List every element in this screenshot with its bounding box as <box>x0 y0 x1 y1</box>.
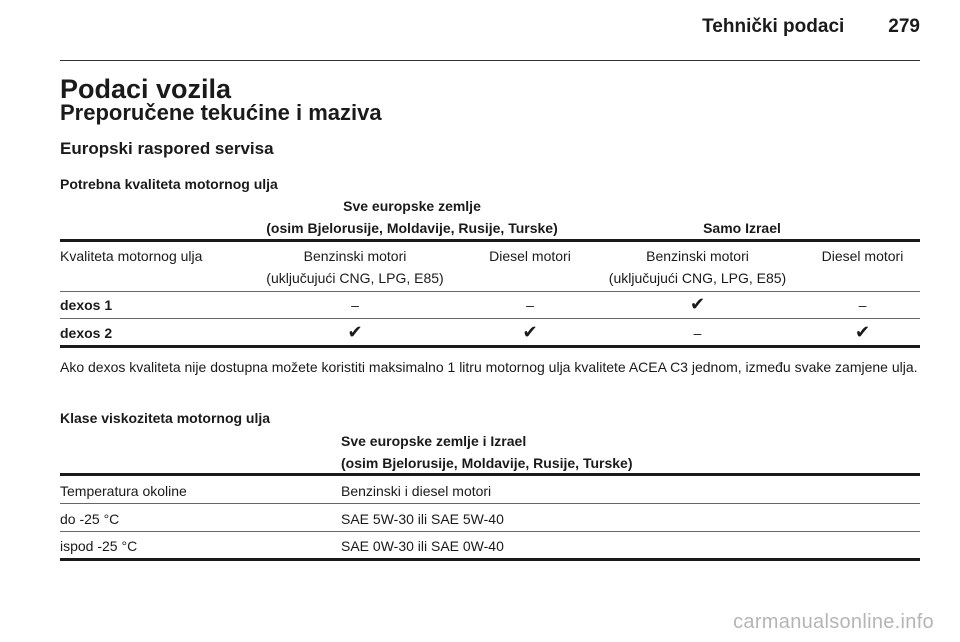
quality-row-header: Kvaliteta motornog ulja <box>60 248 203 264</box>
chapter-title: Podaci vozila <box>60 74 232 104</box>
quality-table-bottom-rule <box>60 345 920 348</box>
viscosity-row-rule <box>60 531 920 532</box>
note-paragraph: Ako dexos kvaliteta nije dostupna možete koristiti maksimalno 1 litru motornog ulja kvalitete ACEA C3 jednom, između svake zamjene ulja. <box>60 359 918 375</box>
quality-col3-line2: (uključujući CNG, LPG, E85) <box>608 270 787 286</box>
quality-cell: – <box>858 297 867 313</box>
viscosity-row-grade: SAE 5W-30 ili SAE 5W-40 <box>341 511 504 527</box>
viscosity-table-bottom-rule <box>60 558 920 561</box>
quality-row-rule <box>60 291 920 292</box>
viscosity-group-header-exceptions: (osim Bjelorusije, Moldavije, Rusije, Turske) <box>341 455 633 471</box>
check-mark-icon: ✔ <box>522 322 538 342</box>
check-mark-icon: ✔ <box>347 322 363 342</box>
viscosity-header-rule <box>60 473 920 476</box>
quality-row-label: dexos 2 <box>60 325 113 341</box>
subsection-title: Europski raspored servisa <box>60 139 274 158</box>
quality-col3-line1: Benzinski motori <box>646 248 749 264</box>
quality-cell: – <box>693 325 702 341</box>
quality-col1-line1: Benzinski motori <box>303 248 407 264</box>
quality-cell: – <box>526 297 534 313</box>
quality-row-label: dexos 1 <box>60 297 113 313</box>
quality-header-rule <box>60 239 920 242</box>
quality-group-header-israel: Samo Izrael <box>703 220 781 236</box>
page-number: 279 <box>888 16 920 37</box>
viscosity-row-grade: SAE 0W-30 ili SAE 0W-40 <box>341 538 504 554</box>
viscosity-group-header-eu: Sve europske zemlje i Izrael <box>341 433 527 449</box>
quality-col2-line1: Diesel motori <box>489 248 571 264</box>
quality-cell: – <box>351 297 359 313</box>
quality-table-title: Potrebna kvaliteta motornog ulja <box>60 176 278 192</box>
quality-group-header-eu: Sve europske zemlje <box>343 198 481 214</box>
viscosity-col-header-temp: Temperatura okoline <box>60 483 187 499</box>
quality-col1-line2: (uključujući CNG, LPG, E85) <box>266 270 444 286</box>
running-header <box>702 16 920 38</box>
viscosity-row-rule <box>60 503 920 504</box>
section-title: Preporučene tekućine i maziva <box>60 100 382 125</box>
header-rule <box>60 60 920 61</box>
viscosity-row-temp: do -25 °C <box>60 511 120 527</box>
quality-row-rule <box>60 318 920 319</box>
check-mark-icon: ✔ <box>854 322 871 342</box>
check-mark-icon: ✔ <box>689 294 706 314</box>
running-header-title: Tehnički podaci <box>702 16 845 37</box>
quality-col4-line1: Diesel motori <box>821 248 904 264</box>
watermark: carmanualsonline.info <box>733 611 934 633</box>
viscosity-col-header-engine: Benzinski i diesel motori <box>341 483 492 499</box>
viscosity-row-temp: ispod -25 °C <box>60 538 138 554</box>
viscosity-table-title: Klase viskoziteta motornog ulja <box>60 410 271 426</box>
quality-group-header-eu-exceptions: (osim Bjelorusije, Moldavije, Rusije, Turske) <box>266 220 558 236</box>
